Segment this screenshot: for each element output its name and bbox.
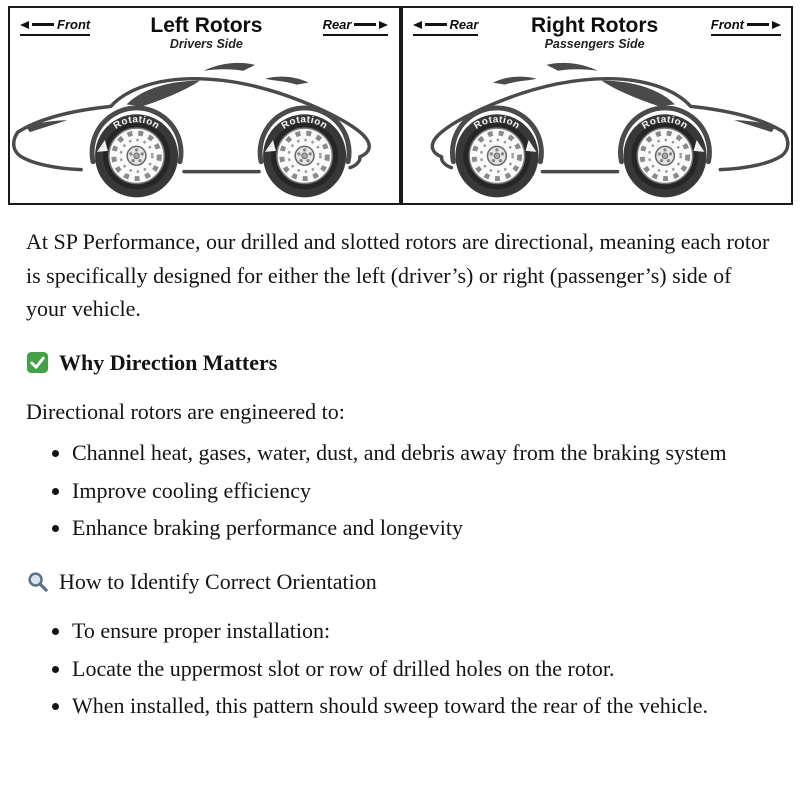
check-icon (26, 351, 49, 374)
front-wheel-rotor (623, 114, 706, 197)
right-arrow-icon (379, 21, 388, 29)
corner-label: Front (57, 17, 91, 32)
panel-title: Left Rotors (150, 14, 263, 37)
arrow-shaft (32, 23, 54, 26)
section-heading-why-direction-matters (26, 346, 776, 379)
rotation-label: Rotation (639, 114, 690, 132)
left-arrow-icon (413, 21, 422, 29)
corner-label: Rear (449, 17, 479, 32)
arrow-shaft (747, 23, 769, 26)
list-item: • Locate the uppermost slot or row of drilled holes on the rotor. (72, 652, 776, 685)
magnifier-icon (26, 570, 49, 593)
intro-paragraph: At SP Performance, our drilled and slotted rotors are directional, meaning each rotor is specifically designed for either the left (driver’s) or right (passenger’s) side of your vehicle. (26, 229, 770, 322)
left-arrow-icon (20, 21, 29, 29)
list-item: • Enhance braking performance and longevity (72, 511, 776, 544)
front-direction-label (20, 17, 90, 36)
section-heading-identify-orientation (26, 565, 776, 598)
rear-direction-label (413, 17, 479, 36)
front-wheel-rotor (95, 114, 178, 197)
rotor-direction-diagram (8, 6, 793, 205)
corner-label: Front (710, 17, 744, 32)
rotation-label: Rotation (471, 114, 522, 132)
heading-text: How to Identify Correct Orientation (59, 568, 377, 594)
benefits-list (26, 436, 776, 544)
rotation-label: Rotation (111, 114, 162, 132)
rear-wheel-rotor (263, 114, 346, 197)
right-panel-header (403, 8, 792, 51)
right-arrow-icon (772, 21, 781, 29)
panel-titles (531, 15, 658, 51)
panel-titles (150, 15, 262, 51)
orientation-steps-list (26, 614, 776, 722)
panel-subtitle: Drivers Side (169, 37, 243, 52)
arrow-shaft (425, 23, 447, 26)
rotation-label: Rotation (279, 114, 330, 132)
lead-paragraph: Directional rotors are engineered to: (26, 399, 345, 425)
right-rotors-panel (401, 6, 794, 205)
left-rotors-panel (8, 6, 401, 205)
panel-title: Right Rotors (531, 14, 659, 37)
rear-direction-label (323, 17, 389, 36)
list-item: • To ensure proper installation: (72, 614, 776, 647)
corner-label: Rear (322, 17, 352, 32)
left-car-illustration (10, 53, 399, 203)
front-direction-label (711, 17, 781, 36)
list-item: • When installed, this pattern should sweep toward the rear of the vehicle. (72, 689, 776, 722)
panel-subtitle: Passengers Side (544, 37, 645, 52)
heading-text: Why Direction Matters (59, 349, 278, 375)
list-item: • Channel heat, gases, water, dust, and debris away from the braking system (72, 436, 776, 469)
left-panel-header (10, 8, 399, 51)
right-car-illustration (403, 53, 792, 203)
rear-wheel-rotor (455, 114, 538, 197)
article-body (0, 205, 800, 722)
list-item: • Improve cooling efficiency (72, 474, 776, 507)
arrow-shaft (354, 23, 376, 26)
